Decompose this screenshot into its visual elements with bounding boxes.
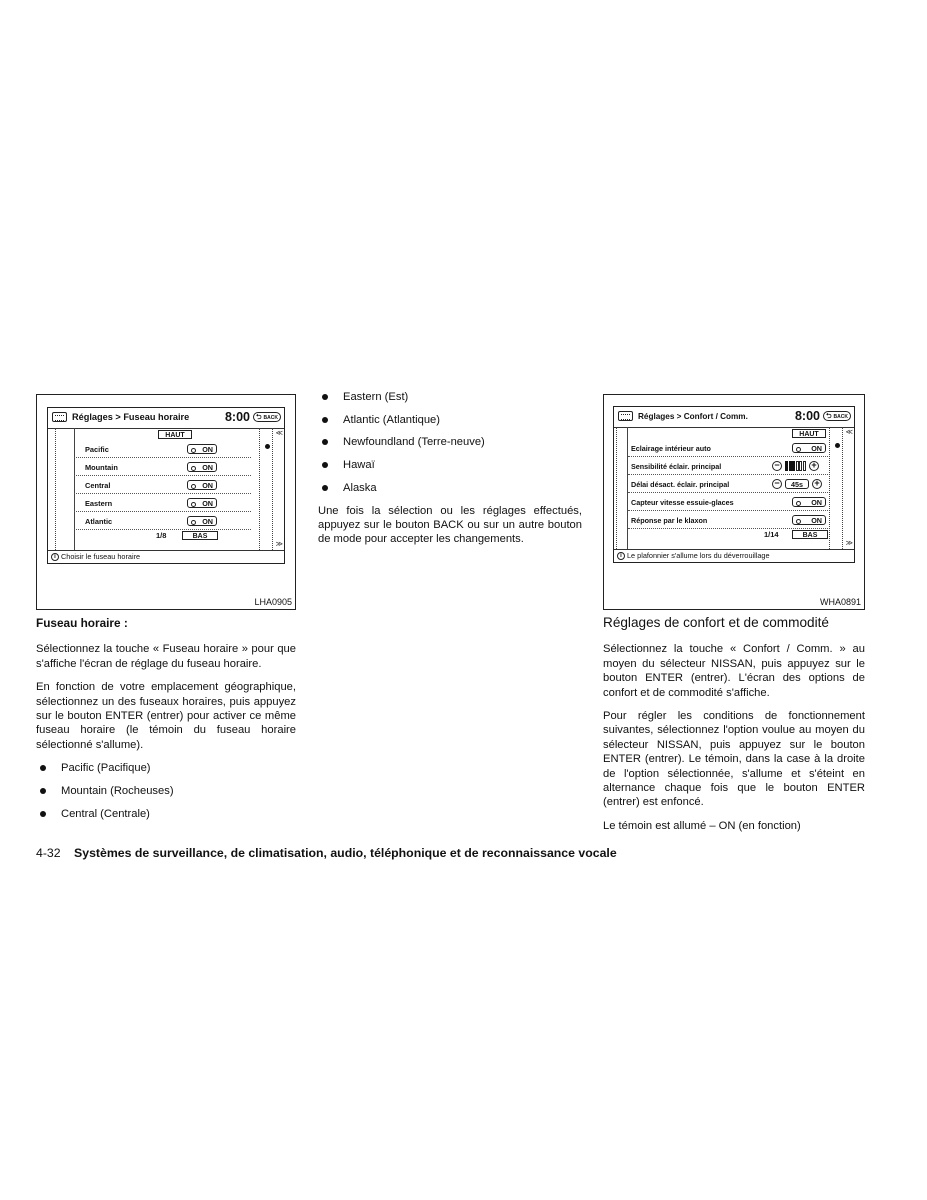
list-item[interactable]: Mountain ON (74, 458, 251, 476)
list-item: Newfoundland (Terre-neuve) (318, 435, 582, 449)
sensitivity-bar (803, 461, 806, 471)
sensitivity-bar (785, 461, 788, 471)
left-dotted-rail (55, 428, 75, 550)
list-item[interactable]: Capteur vitesse essuie-glaces ON (628, 493, 828, 511)
left-dotted-rail (616, 427, 628, 549)
list-item[interactable]: Central ON (74, 476, 251, 494)
page-footer (36, 846, 617, 860)
bottom-button[interactable]: BAS (182, 531, 218, 540)
time-zone-list (36, 761, 296, 821)
on-indicator: ON (792, 443, 826, 453)
paragraph: En fonction de votre emplacement géographique, sélectionnez un des fuseaux horaires, puis appuyez sur le bouton ENTER (entrer) pour activer ce même fuseau horaire (le témoin du fuseau horaire sélectionné s'allume). (36, 681, 296, 751)
on-indicator: ON (187, 480, 217, 490)
paragraph: Sélectionnez la touche « Fuseau horaire » pour que s'affiche l'écran de réglage du fuseau horaire. (36, 643, 296, 670)
list-item: Central (Centrale) (36, 807, 296, 821)
scroll-down-icon[interactable]: ≫ (845, 539, 853, 547)
list-item[interactable]: Réponse par le klaxon ON (628, 511, 828, 529)
list-item[interactable]: Atlantic ON (74, 512, 251, 530)
screen-title: Réglages > Fuseau horaire (72, 412, 190, 422)
info-icon: i (51, 553, 59, 561)
status-text: Choisir le fuseau horaire (61, 552, 141, 561)
sensitivity-bar (796, 461, 799, 471)
list-item: Hawaï (318, 458, 582, 472)
chapter-title: Systèmes de surveillance, de climatisation, audio, téléphonique et de reconnaissance vocale (74, 846, 617, 860)
clock: 8:00 (794, 409, 820, 423)
column-right (603, 612, 865, 842)
plus-button[interactable]: + (809, 461, 819, 471)
scroll-indicator (835, 443, 840, 448)
time-zone-screen (47, 407, 285, 564)
column-left (36, 612, 296, 829)
page-indicator: 1/14 (764, 530, 779, 539)
minus-button[interactable]: − (772, 479, 782, 489)
bottom-button[interactable]: BAS (792, 530, 828, 539)
figure-time-zone (36, 394, 296, 610)
scroll-up-icon[interactable]: ≪ (275, 429, 283, 437)
sensitivity-level-bars (785, 461, 806, 471)
menu-icon (618, 411, 633, 421)
sensitivity-bar (799, 461, 802, 471)
on-indicator: ON (792, 497, 826, 507)
back-button[interactable]: ⮌ BACK (823, 411, 851, 421)
top-button[interactable]: HAUT (792, 429, 826, 438)
delay-value: 45s (785, 479, 809, 489)
paragraph: Une fois la sélection ou les réglages effectués, appuyez sur le bouton BACK ou sur un autre bouton de mode pour accepter les changements. (318, 504, 582, 546)
page-number: 4-32 (36, 846, 61, 860)
status-text: Le plafonnier s'allume lors du déverrouillage (627, 551, 770, 560)
section-heading: Réglages de confort et de commodité (603, 615, 829, 630)
paragraph: Pour régler les conditions de fonctionnement suivantes, sélectionnez l'option voulue au moyen du sélecteur NISSAN, puis appuyez sur le bouton ENTER (entrer). Le témoin, dans la case à la droite de l'option sélectionnée, s'allume et s'éteint en alternance chaque fois que le bouton ENTER (entrer) est enfoncé. (603, 710, 865, 809)
on-indicator: ON (187, 516, 217, 526)
figure-label: LHA0905 (254, 597, 292, 607)
menu-icon (52, 412, 67, 422)
list-item[interactable]: Eastern ON (74, 494, 251, 512)
on-indicator: ON (792, 515, 826, 525)
screen-title-bar (48, 408, 284, 429)
list-item[interactable]: Délai désact. éclair. principal − 45s + (628, 475, 828, 493)
clock: 8:00 (224, 410, 250, 424)
top-button[interactable]: HAUT (158, 430, 192, 439)
list-item[interactable]: Eclairage intérieur auto ON (628, 439, 828, 457)
on-indicator: ON (187, 444, 217, 454)
list-item: Mountain (Rocheuses) (36, 784, 296, 798)
list-item: Pacific (Pacifique) (36, 761, 296, 775)
back-button[interactable]: ⮌ BACK (253, 412, 281, 422)
paragraph: Sélectionnez la touche « Confort / Comm. » au moyen du sélecteur NISSAN, puis appuyez sur le bouton ENTER (entrer). L'écran des options de confort et de commodité s'affiche. (603, 643, 865, 699)
info-icon: i (617, 552, 625, 560)
comfort-screen (613, 406, 855, 563)
plus-button[interactable]: + (812, 479, 822, 489)
time-zone-list (318, 390, 582, 495)
scroll-indicator (265, 444, 270, 449)
on-indicator: ON (187, 462, 217, 472)
scroll-up-icon[interactable]: ≪ (845, 428, 853, 436)
status-bar (614, 549, 854, 562)
screen-title: Réglages > Confort / Comm. (638, 412, 748, 421)
screen-title-bar (614, 407, 854, 428)
minus-button[interactable]: − (772, 461, 782, 471)
list-item: Alaska (318, 481, 582, 495)
figure-comfort-settings (603, 394, 865, 610)
section-heading: Fuseau horaire : (36, 616, 128, 630)
page-indicator: 1/8 (156, 531, 167, 540)
sensitivity-bar (792, 461, 795, 471)
status-bar (48, 550, 284, 563)
on-indicator: ON (187, 498, 217, 508)
pagination (628, 529, 828, 540)
sensitivity-bar (789, 461, 792, 471)
pagination (74, 530, 251, 541)
figure-label: WHA0891 (819, 597, 861, 607)
list-item[interactable]: Pacific ON (74, 440, 251, 458)
scroll-down-icon[interactable]: ≫ (275, 540, 283, 548)
paragraph: Le témoin est allumé – ON (en fonction) (603, 819, 801, 832)
list-item: Eastern (Est) (318, 390, 582, 404)
list-item[interactable]: Sensibilité éclair. principal − + (628, 457, 828, 475)
column-middle (318, 390, 582, 556)
list-item: Atlantic (Atlantique) (318, 413, 582, 427)
